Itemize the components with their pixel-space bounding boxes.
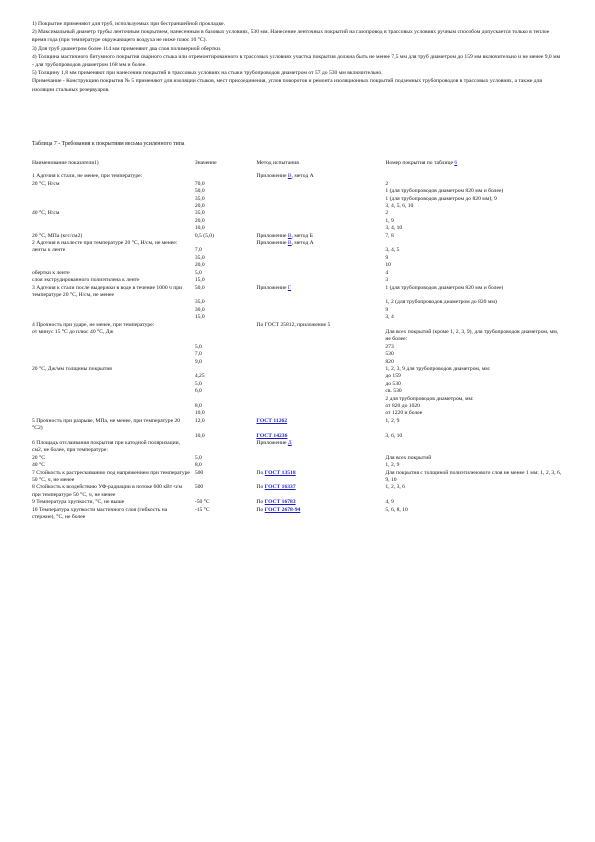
value-cell: 35,0 [194, 254, 205, 261]
cover-number-cell: 3 [385, 277, 389, 284]
value-cell: 35,0 [194, 299, 205, 306]
table-row [32, 359, 562, 366]
method-cell [256, 366, 385, 373]
table-row [32, 247, 562, 254]
method-text: По [256, 506, 264, 513]
table-row [32, 329, 562, 344]
table-caption: Таблица 7 - Требования к покрытиям весьма усиленного типа [32, 141, 185, 147]
value-cell: 5,0 [194, 380, 202, 387]
value-cell: 20,0 [194, 262, 205, 269]
method-text: Приложение [256, 240, 287, 247]
indicator-cell: 10 Температура хрупкости мастичного слоя (гибкость на стержне), °С, не более [32, 506, 168, 521]
method-cell [256, 344, 385, 351]
table-row [32, 499, 562, 506]
indicator-cell: обертки к ленте [32, 269, 70, 276]
method-tail: , метод Б [291, 232, 313, 239]
value-cell: 50,0 [194, 188, 205, 195]
method-cell [256, 484, 385, 499]
table-row [32, 299, 562, 306]
indicator-cell: ленты к ленте [32, 247, 66, 254]
cover-number-cell [385, 240, 562, 247]
method-cell [256, 270, 385, 277]
indicator-cell [32, 307, 195, 314]
value-cell: 20,0 [194, 203, 205, 210]
indicator-cell [32, 196, 195, 203]
value-cell: 35,0 [194, 210, 205, 217]
header-value: Значение [194, 160, 217, 166]
indicator-cell: 6 Площадь отслаивания покрытия при катодной поляризации, см2, не более, при температуре: [32, 440, 181, 454]
table-row [32, 351, 562, 358]
method-cell [256, 196, 385, 203]
indicator-cell: 3 Адгезия к стали после выдержки в воде в течение 1000 ч при температуре 20 °С, Н/см, не менее [32, 284, 183, 298]
table-row [32, 373, 562, 380]
table-row [32, 203, 562, 210]
indicator-cell: 20 °С, Дж/мм толщины покрытия [32, 365, 112, 372]
method-cell [256, 418, 385, 433]
value-cell: 8,0 [194, 403, 202, 409]
indicator-cell: 20 °С [32, 454, 45, 461]
value-cell: 12,0 [194, 417, 205, 424]
indicator-cell [32, 433, 195, 440]
indicator-cell [32, 381, 195, 388]
cover-number-cell: 9 [385, 306, 389, 313]
table-row [32, 277, 562, 284]
cover-number-cell: Для всех покрытий (кроме 1, 2, 3, 9), для трубопроводов диаметром, мм, не более: [385, 328, 559, 343]
table-row [32, 188, 562, 195]
value-cell: 9,0 [194, 358, 202, 365]
table-header-row [32, 160, 562, 173]
method-cell [256, 381, 385, 388]
method-text: По [256, 499, 264, 506]
cover-number-cell: 1 (для трубопроводов диаметром 820 мм и более) [385, 188, 504, 195]
gost-link[interactable]: ГОСТ 16783 [264, 499, 296, 506]
table-row [32, 314, 562, 321]
table-row [32, 366, 562, 373]
value-cell: 6,0 [194, 388, 202, 395]
footnotes [32, 20, 562, 94]
method-cell [256, 240, 385, 247]
value-cell [195, 173, 257, 180]
indicator-cell [32, 218, 195, 225]
value-cell: 0,5 (5,0) [194, 232, 214, 239]
value-cell: 15,0 [194, 277, 205, 284]
cover-number-cell: 3, 6, 10 [385, 432, 403, 439]
value-cell: 50,0 [194, 284, 205, 291]
value-cell: 7,0 [194, 247, 202, 254]
value-cell: 8,0 [194, 462, 202, 469]
method-cell [256, 455, 385, 462]
table-row [32, 322, 562, 329]
table-row [32, 381, 562, 388]
indicator-cell [32, 262, 195, 269]
footnote-4: 4) Толщина мастичного битумного покрытия сварного стыка или отремонтированного в трассовых условиях участка покрытия должна быть не менее 7,5 мм для труб диаметром до 159 мм включительно и не менее 9,0 мм - для трубопроводов диаметром 168 мм и более. [32, 53, 561, 69]
table-row [32, 255, 562, 262]
gost-link[interactable]: ГОСТ 2678-94 [264, 506, 301, 513]
table-row [32, 270, 562, 277]
cover-number-cell: 1, 2, 9 [385, 462, 400, 469]
header-method: Метод испытания [256, 160, 299, 166]
indicator-cell: 1 Адгезия к стали, не менее, при температуре: [32, 173, 143, 180]
indicator-cell: 5 Прочность при разрыве, МПа, не менее, при температуре 20 °С2) [32, 417, 181, 432]
method-text: По ГОСТ 25812, приложение 5 [256, 321, 331, 328]
method-cell [256, 314, 385, 321]
table-row [32, 307, 562, 314]
value-cell: 10,0 [194, 432, 205, 439]
value-cell: 30,0 [194, 306, 205, 313]
cover-number-cell: от 820 до 1020 [385, 403, 420, 409]
indicator-cell: слоя экструдированного полиэтилена к ленте [32, 277, 140, 284]
method-cell [256, 255, 385, 262]
value-cell: -15 °С [194, 506, 210, 513]
cover-number-cell: Для покрытия с толщиной полиэтиленового слоя не менее 1 мм: 1, 2, 3, 6, 9, 10 [385, 469, 562, 484]
indicator-cell [32, 351, 195, 358]
table-row [32, 285, 562, 300]
footnote-5: 5) Толщину 1,8 мм применяют при нанесении покрытий в трассовых условиях на стыки трубопроводов диаметром от 57 до 530 мм включительно. [32, 70, 383, 77]
cover-number-cell: 1, 2, 3, 9 для трубопроводов диаметром, мм: [385, 365, 491, 372]
indicator-cell [32, 299, 195, 306]
table-row [32, 507, 562, 522]
cover-number-cell: 4 [385, 269, 389, 276]
indicator-cell: 4 Прочность при ударе, не менее, при температуре: [32, 321, 155, 328]
header-table-link[interactable]: 6 [454, 160, 458, 166]
cover-number-cell: 3, 4, 5, 6, 10 [385, 203, 414, 210]
cover-number-cell: 1, 2 (для трубопроводов диаметром до 820 мм) [385, 299, 497, 306]
value-cell: 10,0 [194, 410, 205, 417]
table-row [32, 440, 562, 455]
footnote-3: 3) Для труб диаметром более 114 мм применяют два слоя полимерной обертки. [32, 45, 222, 52]
cover-number-cell: 7, 8 [385, 232, 394, 239]
indicator-cell: 20 °С, МПа (кгс/см2) [32, 232, 83, 239]
cover-number-cell: 820 [385, 358, 394, 365]
method-tail: , метод А [291, 240, 314, 247]
cover-number-cell [385, 173, 562, 180]
cover-number-cell [385, 322, 562, 329]
cover-number-cell: 1, 2, 9 [385, 417, 400, 424]
appendix-link[interactable]: В [287, 232, 292, 239]
value-cell: 5,0 [194, 454, 202, 461]
table-row [32, 173, 562, 180]
table-row [32, 455, 562, 462]
gost-link[interactable]: ГОСТ 13518 [264, 469, 296, 476]
appendix-link[interactable]: В [287, 240, 292, 247]
indicator-cell [32, 344, 195, 351]
value-cell: 4,25 [194, 373, 205, 380]
cover-number-cell: 530 [385, 351, 394, 358]
indicator-cell [32, 188, 195, 195]
table-row [32, 484, 562, 499]
cover-number-cell: до 159 [385, 373, 401, 380]
appendix-link[interactable]: В [287, 173, 292, 180]
cover-number-cell: 1 (для трубопроводов диаметром до 820 мм), 9 [385, 195, 497, 202]
cover-number-cell: 1, 2, 3, 6 [385, 484, 405, 491]
cover-number-cell: 3, 4, 5 [385, 247, 400, 254]
indicator-cell [32, 388, 195, 395]
table-row [32, 410, 562, 417]
value-cell: 5,0 [194, 269, 202, 276]
table-row [32, 396, 562, 403]
cover-number-cell: 273 [385, 343, 394, 350]
method-cell [256, 225, 385, 232]
value-cell: 15,0 [194, 314, 205, 321]
indicator-cell [32, 225, 195, 232]
method-cell [256, 388, 385, 395]
indicator-cell: 40 °С, Н/см [32, 210, 60, 217]
table-row [32, 462, 562, 469]
indicator-cell [32, 359, 195, 366]
indicator-cell [32, 314, 195, 321]
cover-number-cell: 3, 4 [385, 314, 394, 321]
method-text: По [256, 484, 264, 491]
footnote-1: 1) Покрытие применяют для труб, используемых при бестраншейной прокладке. [32, 21, 226, 27]
method-text: Приложение [256, 440, 287, 447]
method-cell [256, 440, 385, 455]
method-cell [256, 188, 385, 195]
cover-number-cell: 5, 6, 8, 10 [385, 506, 408, 513]
indicator-cell [32, 396, 195, 403]
method-cell [256, 470, 385, 485]
method-cell [256, 433, 385, 440]
table-row [32, 218, 562, 225]
table-row [32, 240, 562, 247]
method-cell [256, 322, 385, 329]
method-cell [256, 262, 385, 269]
value-cell: 10,0 [194, 225, 205, 232]
gost-link[interactable]: ГОСТ 14236 [256, 432, 288, 439]
method-cell [256, 373, 385, 380]
cover-number-cell: 10 [385, 262, 391, 269]
value-cell [195, 322, 257, 329]
cover-number-cell: 1 (для трубопроводов диаметром 820 мм и более) [385, 284, 504, 291]
table-row [32, 403, 562, 410]
value-cell: -50 °С [194, 499, 210, 506]
value-cell: 7,0 [194, 351, 202, 358]
table-row [32, 433, 562, 440]
cover-number-cell: 4, 9 [385, 499, 394, 506]
header-indicator: Наименование показателя1) [32, 160, 99, 166]
indicator-cell: 2 Адгезия в нахлесте при температуре 20 °С, Н/см, не менее: [32, 240, 178, 247]
method-cell [256, 247, 385, 254]
value-cell [195, 366, 257, 373]
indicator-cell: 20 °С, Н/см [32, 180, 60, 187]
indicator-cell [32, 373, 195, 380]
table-row [32, 388, 562, 395]
cover-number-cell: 1, 9 [385, 217, 394, 224]
method-cell [256, 462, 385, 469]
requirements-table [32, 160, 562, 522]
method-cell [256, 181, 385, 188]
table-row [32, 344, 562, 351]
value-cell: 35,0 [194, 195, 205, 202]
indicator-cell: 9 Температура хрупкости, °С, не выше [32, 499, 125, 506]
indicator-cell [32, 255, 195, 262]
cover-number-cell: до 530 [385, 380, 401, 387]
value-cell: 500 [194, 484, 204, 491]
method-cell [256, 233, 385, 240]
table-row [32, 225, 562, 232]
table-row [32, 210, 562, 217]
method-cell [256, 299, 385, 306]
method-cell [256, 359, 385, 366]
cover-number-cell: 3, 4, 10 [385, 225, 403, 232]
indicator-cell: 7 Стойкость к растрескиванию под напряжением при температуре 50 °С, ч, не менее [32, 469, 190, 484]
method-cell [256, 307, 385, 314]
value-cell [195, 440, 257, 455]
table-row [32, 418, 562, 433]
appendix-link[interactable]: Г [287, 284, 292, 291]
cover-number-cell: Для всех покрытий [385, 454, 432, 461]
method-cell [256, 351, 385, 358]
value-cell [195, 240, 257, 247]
method-cell [256, 396, 385, 403]
cover-number-cell [385, 440, 562, 455]
indicator-cell: 8 Стойкость к воздействию УФ-радиации в потоке 600 кВт·ч/м при температуре 50 °С, ч, не менее [32, 484, 182, 498]
gost-link[interactable]: ГОСТ 11262 [256, 417, 288, 424]
value-cell: 70,0 [194, 180, 205, 187]
method-cell [256, 410, 385, 417]
gost-link[interactable]: ГОСТ 16337 [264, 484, 296, 491]
method-cell [256, 285, 385, 300]
method-cell [256, 329, 385, 344]
cover-number-cell: 2 для трубопроводов диаметром, мм: [385, 395, 474, 402]
method-text: По [256, 469, 264, 476]
indicator-cell [32, 403, 195, 410]
cover-number-cell: 2 [385, 180, 389, 187]
cover-number-cell: св. 530 [385, 388, 402, 395]
value-cell: 20,0 [194, 217, 205, 224]
table-row [32, 233, 562, 240]
cover-number-cell: 2 [385, 210, 389, 217]
header-cover: Номер покрытия по таблице 6 [385, 160, 458, 166]
cover-number-cell: 9 [385, 254, 389, 261]
method-cell [256, 210, 385, 217]
value-cell [195, 329, 257, 344]
method-cell [256, 403, 385, 410]
method-cell [256, 499, 385, 506]
indicator-cell: 40 °С [32, 462, 45, 469]
value-cell: 500 [194, 469, 204, 476]
method-cell [256, 277, 385, 284]
appendix-link[interactable]: Д [287, 440, 292, 447]
indicator-cell: от минус 15 °С до плюс 40 °С, Дж [32, 328, 114, 335]
table-row [32, 262, 562, 269]
method-cell [256, 218, 385, 225]
footnote-6: Примечание - Конструкцию покрытия № 5 применяют для изоляции стыков, мест присоединения, углов поворотов и ремонта изоляционных покрытий подземных трубопроводов в трассовых условиях, а также для изоляции стальных резервуаров. [32, 78, 542, 93]
method-cell [256, 173, 385, 180]
method-cell [256, 203, 385, 210]
value-cell: 5,0 [194, 343, 202, 350]
footnote-2: 2) Максимальный диаметр трубы ленточным покрытием, нанесенным в базовых условиях, 530 мм. Нанесение ленточных покрытий на газопровод в трассовых условиях ручным способом допускается только в теплое время года (при температуре окружающего воздуха не ниже плюс 10 °С). [32, 29, 550, 44]
table-row [32, 196, 562, 203]
cover-number-cell: от 1220 и более [385, 410, 423, 417]
table-row [32, 470, 562, 485]
method-tail: , метод А [291, 173, 314, 180]
method-text: Приложение [256, 173, 287, 180]
method-text: Приложение [256, 232, 287, 239]
method-cell [256, 507, 385, 522]
value-cell [195, 396, 257, 403]
method-text: Приложение [256, 284, 287, 291]
indicator-cell [32, 410, 195, 417]
